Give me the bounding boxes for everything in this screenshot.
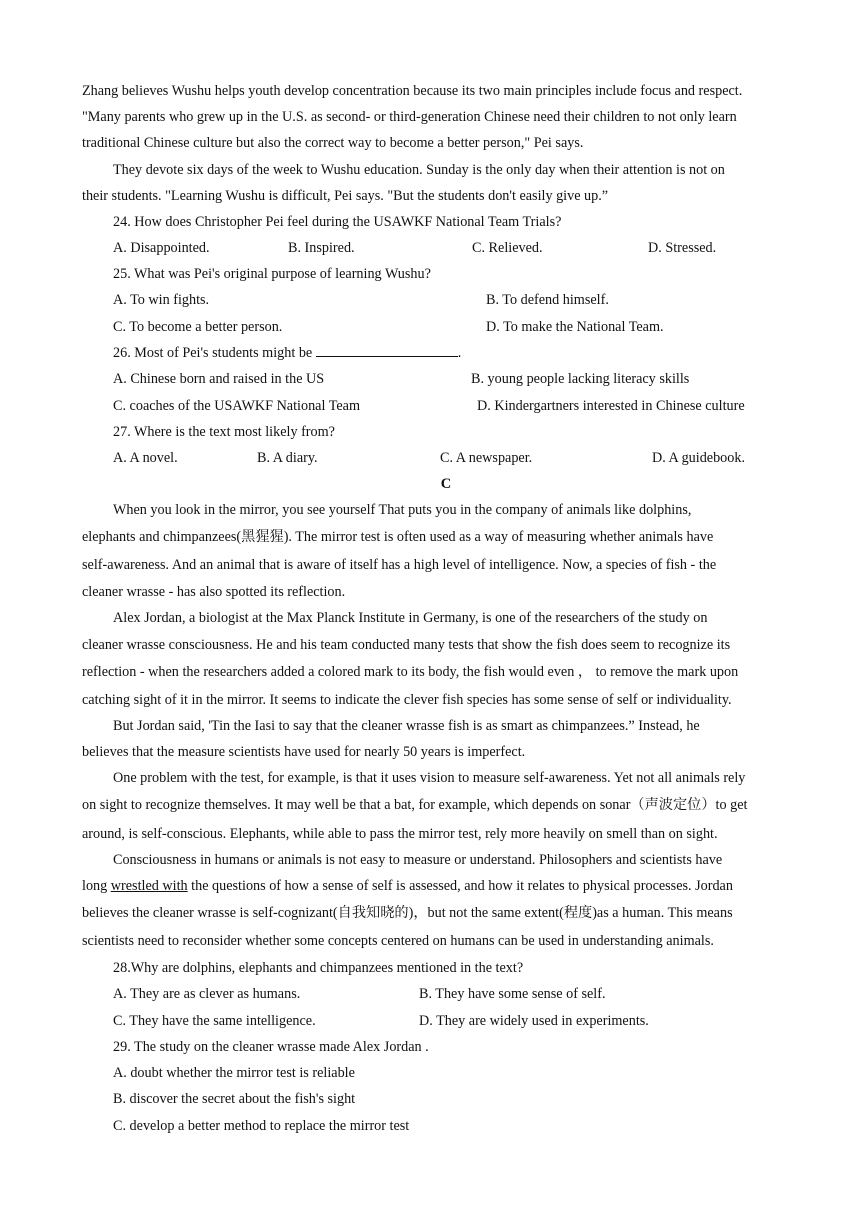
passage-line: But Jordan said, 'Tin the Iasi to say that the cleaner wrasse fish is as smart as chimpanzees.” Instead, he [113,718,700,734]
q28-option-d: D. They are widely used in experiments. [419,1013,649,1029]
passage-line: cleaner wrasse consciousness. He and his team conducted many tests that show the fish does seem to recognize its [82,637,731,653]
question-25-stem: 25. What was Pei's original purpose of learning Wushu? [113,266,431,282]
line-rest: the questions of how a sense of self is assessed, and how it relates to physical processes. Jordan [187,878,733,894]
q26-option-d: D. Kindergartners interested in Chinese culture [477,398,745,414]
q25-option-c: C. To become a better person. [113,319,283,335]
passage-line: Alex Jordan, a biologist at the Max Planck Institute in Germany, is one of the researchers of the study on [113,610,708,626]
passage-line: around, is self-conscious. Elephants, while able to pass the mirror test, rely more heavily on smell than on sight. [82,826,718,842]
passage-line: Consciousness in humans or animals is not easy to measure or understand. Philosophers and scientists have [113,852,723,868]
q29-option-b: B. discover the secret about the fish's sight [113,1091,356,1107]
passage-line: believes that the measure scientists have used for nearly 50 years is imperfect. [82,744,526,760]
passage-line: on sight to recognize themselves. It may well be that a bat, for example, which depends on sonar（声波定位）to get [82,797,748,813]
passage-line: They devote six days of the week to Wushu education. Sunday is the only day when their attention is not on [113,162,725,178]
passage-line: One problem with the test, for example, is that it uses vision to measure self-awareness. Yet not all animals rely [113,770,746,786]
q24-option-d: D. Stressed. [648,240,717,256]
q28-option-a: A. They are as clever as humans. [113,986,301,1002]
q28-option-b: B. They have some sense of self. [419,986,606,1002]
passage-line: traditional Chinese culture but also the correct way to become a better person," Pei says. [82,135,584,151]
question-28-stem: 28.Why are dolphins, elephants and chimpanzees mentioned in the text? [113,960,524,976]
question-26-stem [113,344,461,362]
underlined-phrase: wrestled with [110,878,188,894]
section-heading: C [440,476,452,492]
q29-option-a: A. doubt whether the mirror test is reliable [113,1065,355,1081]
q26-option-b: B. young people lacking literacy skills [471,371,690,387]
q25-option-a: A. To win fights. [113,292,210,308]
question-27-stem: 27. Where is the text most likely from? [113,424,335,440]
passage-line [82,877,733,895]
q26-stem-text: 26. Most of Pei's students might be [113,345,316,361]
question-29-stem: 29. The study on the cleaner wrasse made Alex Jordan . [113,1039,429,1055]
q27-option-a: A. A novel. [113,450,178,466]
passage-line: reflection - when the researchers added a colored mark to its body, the fish would even ， to remove the mark upon [82,664,739,680]
q24-option-c: C. Relieved. [472,240,543,256]
question-24-stem: 24. How does Christopher Pei feel during the USAWKF National Team Trials? [113,214,562,230]
q26-option-a: A. Chinese born and raised in the US [113,371,325,387]
q24-option-b: B. Inspired. [288,240,355,256]
passage-line: their students. "Learning Wushu is difficult, Pei says. "But the students don't easily give up.” [82,188,609,204]
q27-option-b: B. A diary. [257,450,318,466]
q26-stem-end: . [457,345,462,361]
passage-line: "Many parents who grew up in the U.S. as second- or third-generation Chinese need their children to not only learn [82,109,737,125]
passage-line: When you look in the mirror, you see yourself That puts you in the company of animals like dolphins, [113,502,692,518]
passage-line: scientists need to reconsider whether some concepts centered on humans can be used in understanding animals. [82,933,714,949]
q25-option-b: B. To defend himself. [486,292,609,308]
line-start: long [82,878,111,894]
q29-option-c: C. develop a better method to replace the mirror test [113,1118,410,1134]
q27-option-c: C. A newspaper. [440,450,533,466]
passage-line: Zhang believes Wushu helps youth develop concentration because its two main principles include focus and respect. [82,83,743,99]
passage-line: believes the cleaner wrasse is self-cognizant(自我知晓的)，but not the same extent(程度)as a human. This means [82,905,733,921]
q27-option-d: D. A guidebook. [652,450,746,466]
q25-option-d: D. To make the National Team. [486,319,664,335]
q26-option-c: C. coaches of the USAWKF National Team [113,398,361,414]
q24-option-a: A. Disappointed. [113,240,210,256]
q28-option-c: C. They have the same intelligence. [113,1013,316,1029]
answer-blank [316,344,458,357]
passage-line: elephants and chimpanzees(黑猩猩). The mirror test is often used as a way of measuring whether animals have [82,529,714,545]
passage-line: cleaner wrasse - has also spotted its reflection. [82,584,346,600]
passage-line: catching sight of it in the mirror. It seems to indicate the clever fish species has some sense of self or individuality. [82,692,732,708]
passage-line: self-awareness. And an animal that is aware of itself has a high level of intelligence. Now, a species of fish - the [82,557,717,573]
